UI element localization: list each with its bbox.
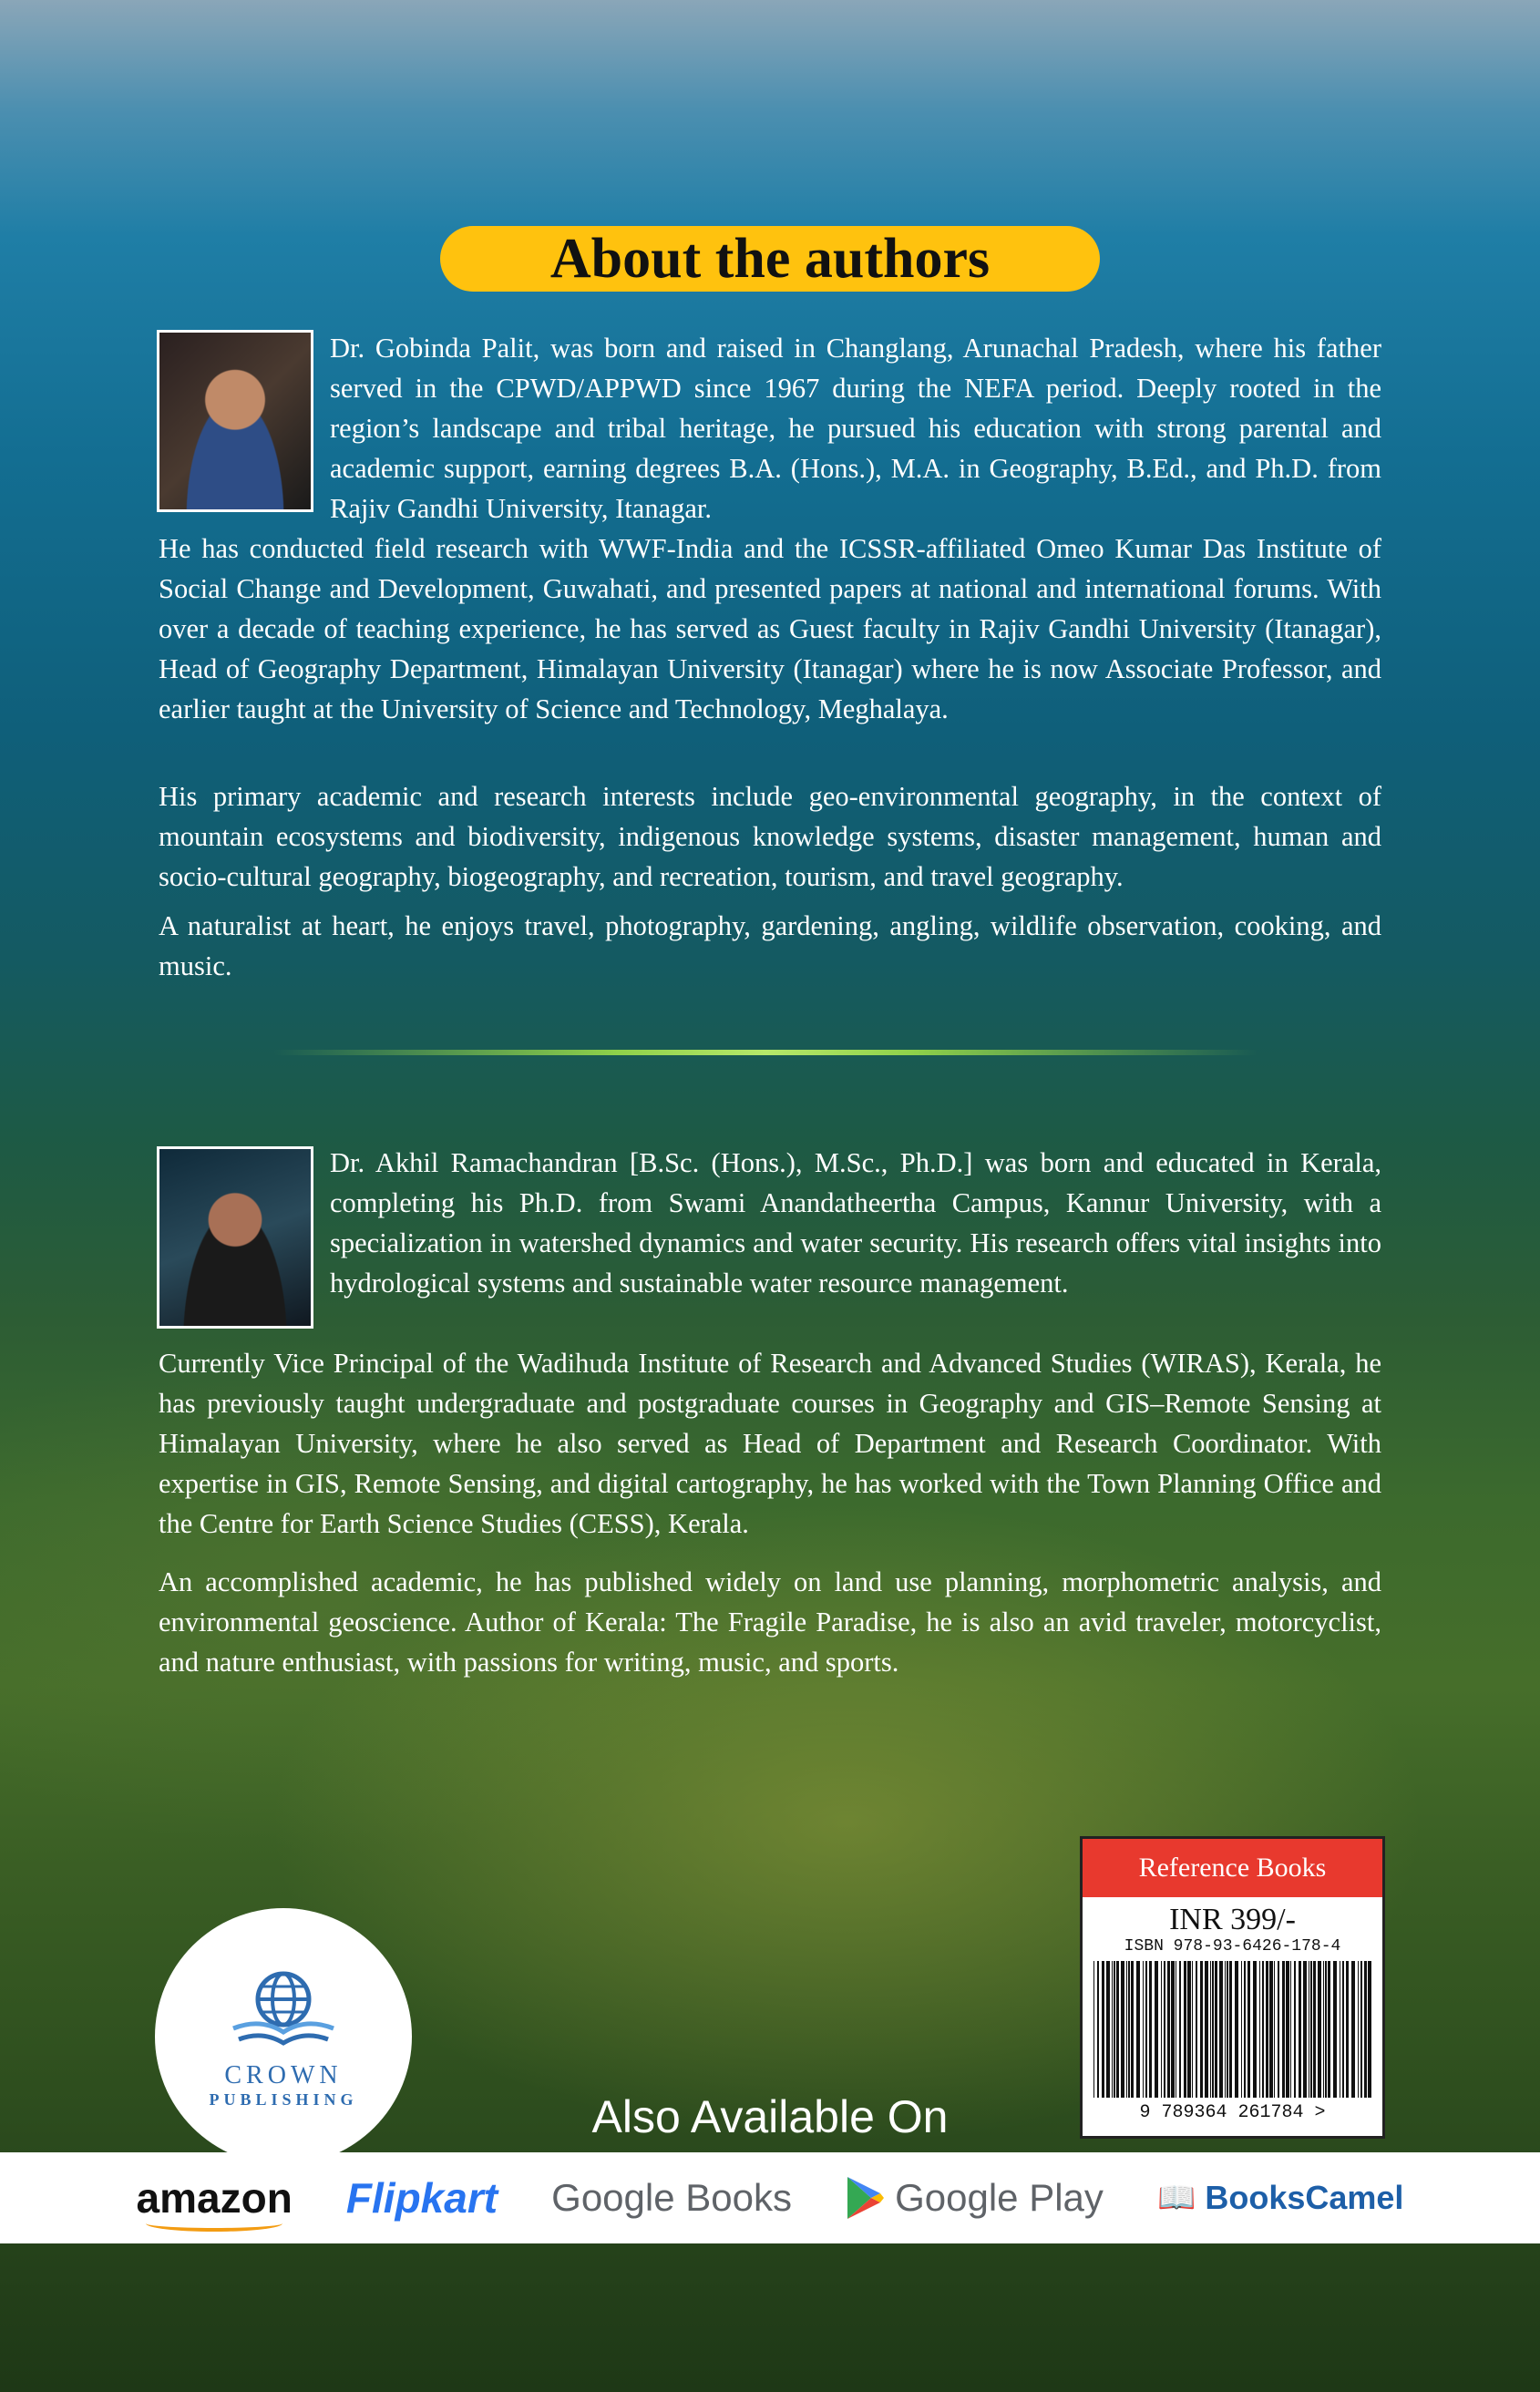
section-divider [273,1050,1258,1055]
author2-paragraph-1: Dr. Akhil Ramachandran [B.Sc. (Hons.), M.Sc., Ph.D.] was born and educated in Kerala, completing his Ph.D. from Swami Anandatheertha Campus, Kannur University, with a specialization in watershed dynamics and water security. His research offers vital insights into hydrological systems and sustainable water resource management. [330,1147,1381,1299]
category-label: Reference Books [1083,1839,1382,1897]
author1-paragraph-3: His primary academic and research interests include geo-environmental geography, in the context of mountain ecosystems and biodiversity, indigenous knowledge systems, disaster management, human and socio-cultural geography, biogeography, and recreation, tourism, and travel geography. [159,781,1381,892]
store-flipkart[interactable] [346,2173,498,2223]
isbn-label: ISBN 978-93-6426-178-4 [1124,1937,1341,1956]
author2-paragraph-3: An accomplished academic, he has published widely on land use planning, morphometric analysis, and environmental geoscience. Author of Kerala: The Fragile Paradise, he is also an avid traveler, motorcyclist, and nature enthusiast, with passions for writing, music, and sports. [159,1566,1381,1678]
store-google-play[interactable] [846,2175,1104,2221]
store-logos-bar [0,2152,1540,2243]
flipkart-label: Flipkart [345,2174,498,2222]
bookscamel-label: BooksCamel [1205,2179,1404,2216]
store-bookscamel[interactable] [1157,2179,1403,2217]
publisher-name-line1: CROWN [224,2060,343,2089]
bookscamel-book-icon: 📖 [1157,2181,1196,2215]
google-play-icon [846,2175,886,2221]
author2-photo [157,1146,313,1329]
author1-paragraph-1: Dr. Gobinda Palit, was born and raised in Changlang, Arunachal Pradesh, where his father served in the CPWD/APPWD since 1967 during the NEFA period. Deeply rooted in the region’s landscape and tribal heritage, he pursued his education with strong parental and academic support, earning degrees B.A. (Hons.), M.A. in Geography, B.Ed., and Ph.D. from Rajiv Gandhi University, Itanagar. [330,333,1381,524]
author2-paragraph-2: Currently Vice Principal of the Wadihuda Institute of Research and Advanced Studies (WIRAS), Kerala, he has previously taught undergraduate and postgraduate courses in Geography and GIS–Remote Sensing at Himalayan University, where he also served as Head of Department and Research Coordinator. With expertise in GIS, Remote Sensing, and digital cartography, he has worked with the Town Planning Office and the Centre for Earth Science Studies (CESS), Kerala. [159,1348,1381,1539]
globe-book-icon [224,1965,343,2056]
google-books-label: Google Books [551,2176,792,2219]
about-authors-heading: About the authors [440,226,1100,292]
author1-photo [157,330,313,512]
amazon-label: amazon [136,2174,293,2222]
price-label: INR 399/- [1169,1903,1296,1936]
store-amazon[interactable] [137,2173,293,2223]
barcode [1090,1961,1377,2098]
author1-paragraph-2: He has conducted field research with WWF-India and the ICSSR-affiliated Omeo Kumar Das Institute of Social Change and Development, Guwahati, and presented papers at national and international forums. With over a decade of teaching experience, he has served as Guest faculty in Rajiv Gandhi University (Itanagar), Head of Geography Department, Himalayan University (Itanagar) where he is now Associate Professor, and earlier taught at the University of Science and Technology, Meghalaya. [159,533,1381,724]
publisher-name-line2: PUBLISHING [209,2089,358,2109]
barcode-number: 9 789364 261784 > [1139,2102,1326,2123]
also-available-heading: Also Available On [591,2091,949,2142]
amazon-smile-icon [146,2215,282,2232]
store-google-books[interactable] [551,2176,792,2220]
google-play-label: Google Play [895,2176,1104,2219]
author1-paragraph-4: A naturalist at heart, he enjoys travel, photography, gardening, angling, wildlife observation, cooking, and music. [159,910,1381,981]
